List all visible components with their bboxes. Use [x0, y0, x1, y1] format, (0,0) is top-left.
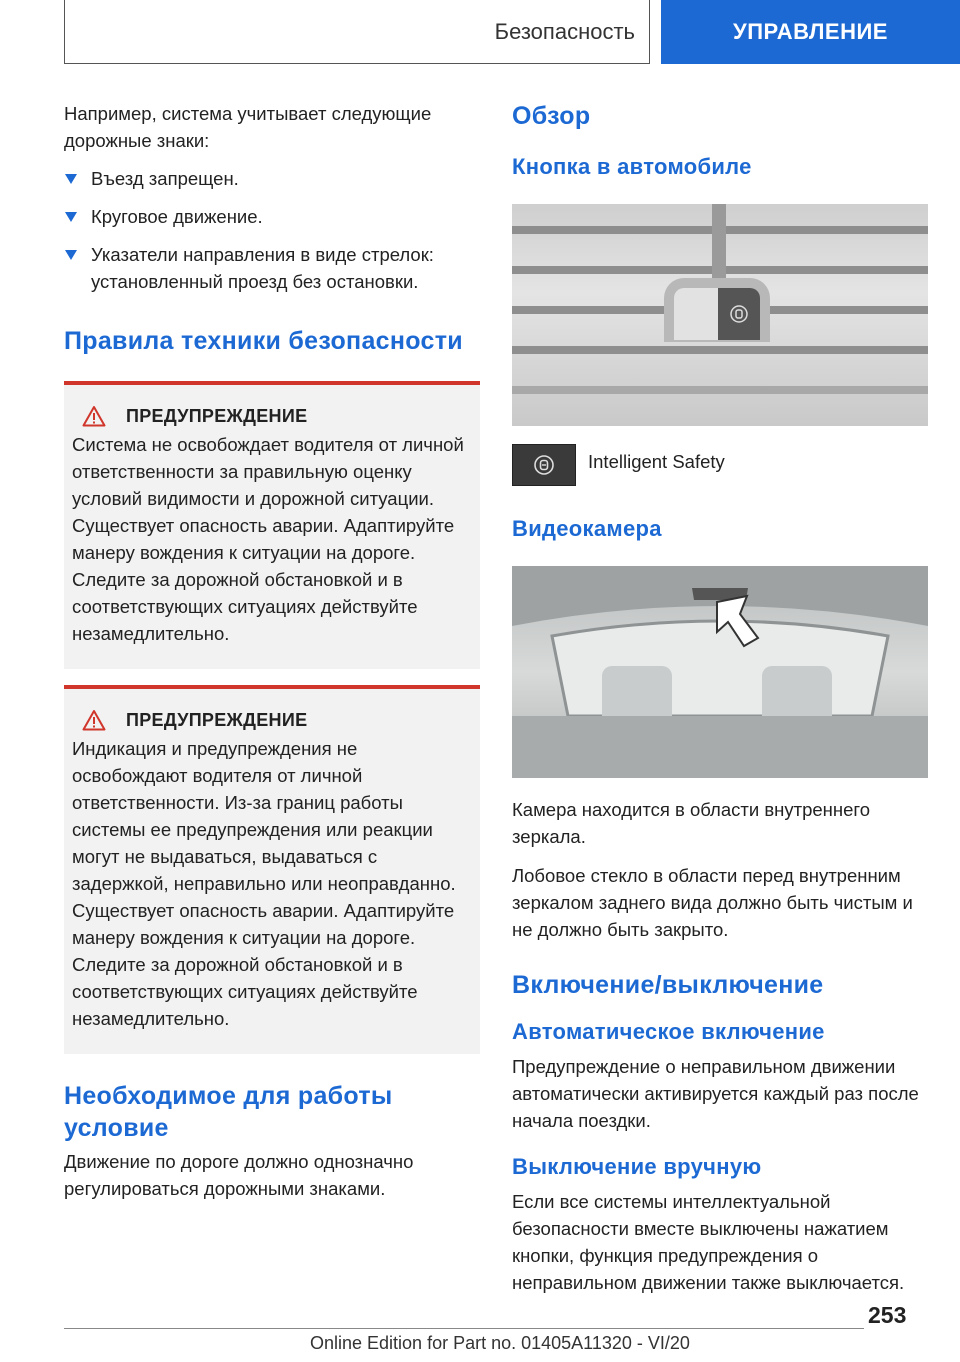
chapter-tab[interactable]: УПРАВЛЕНИЕ	[661, 0, 960, 64]
onoff-heading: Включение/выключение	[512, 971, 824, 999]
auto-heading: Автоматическое включение	[512, 1019, 825, 1044]
footer-divider	[64, 1328, 864, 1329]
condition-text: Движение по дороге должно однозначно регулироваться дорожными знаками.	[64, 1151, 414, 1199]
button-heading: Кнопка в автомобиле	[512, 154, 752, 179]
bullet-triangle-icon	[65, 250, 77, 260]
intro-text: Например, система учитывает следующие дорожные знаки:	[64, 103, 432, 151]
right-column	[512, 100, 928, 1296]
warning-title: ПРЕДУПРЕЖДЕНИЕ	[72, 405, 472, 427]
page-number: 253	[868, 1302, 907, 1328]
intelligent-safety-icon	[729, 304, 749, 324]
warning-text: Система не освобождает водителя от личной ответственности за правильную оценку условий видимости и дорожной ситуации. Существует опасность аварии. Адаптируйте манеру вождения к ситуации на дороге. Следите за дорожной обстановкой и в соответствующих ситуациях действуйте незамедлительно.	[72, 434, 464, 644]
warning-triangle-icon	[82, 709, 106, 731]
condition-heading: Необходимое для работы условие	[64, 1082, 393, 1142]
warning-box	[64, 685, 480, 1054]
button-legend	[512, 444, 928, 486]
bullet-triangle-icon	[65, 212, 77, 222]
manual-heading: Выключение вручную	[512, 1154, 762, 1179]
left-column	[64, 100, 480, 1202]
auto-text: Предупреждение о неправильном движении автоматически активируется каждый раз после начала поездки.	[512, 1056, 919, 1131]
warning-title: ПРЕДУПРЕЖДЕНИЕ	[72, 709, 472, 731]
warning-triangle-icon	[82, 405, 106, 427]
page-header	[0, 0, 960, 66]
intelligent-safety-button-icon	[512, 444, 576, 486]
button-photo	[512, 204, 928, 426]
list-item: Указатели направления в виде стрелок: установленный проезд без остановки.	[64, 241, 480, 295]
bullet-triangle-icon	[65, 174, 77, 184]
camera-photo	[512, 566, 928, 778]
list-item: Въезд запрещен.	[64, 165, 480, 192]
manual-text: Если все системы интеллектуальной безопасности вместе выключены нажатием кнопки, функция предупреждения о неправильном движении также выключается.	[512, 1191, 905, 1293]
list-item: Круговое движение.	[64, 203, 480, 230]
section-tab[interactable]: Безопасность	[64, 0, 650, 64]
camera-text-1: Камера находится в области внутреннего зеркала.	[512, 799, 871, 847]
camera-heading: Видеокамера	[512, 516, 662, 541]
footer-edition: Online Edition for Part no. 01405A11320 - VI/20	[310, 1333, 690, 1353]
overview-heading: Обзор	[512, 102, 591, 130]
safety-heading: Правила техники безопасности	[64, 327, 463, 355]
warning-text: Индикация и предупреждения не освобождают водителя от личной ответственности. Из-за границ работы системы ее предупреждения или реакции могут не выдаваться, выдаваться с задержкой, неправильно или неоправданно. Существует опасность аварии. Адаптируйте манеру вождения к ситуации на дороге. Следите за дорожной обстановкой и в соответствующих ситуациях действуйте незамедлительно.	[72, 738, 456, 1029]
warning-box	[64, 381, 480, 669]
button-label: Intelligent Safety	[588, 451, 725, 472]
camera-text-2: Лобовое стекло в области перед внутренним зеркалом заднего вида должно быть чистым и не должно быть закрыто.	[512, 865, 913, 940]
